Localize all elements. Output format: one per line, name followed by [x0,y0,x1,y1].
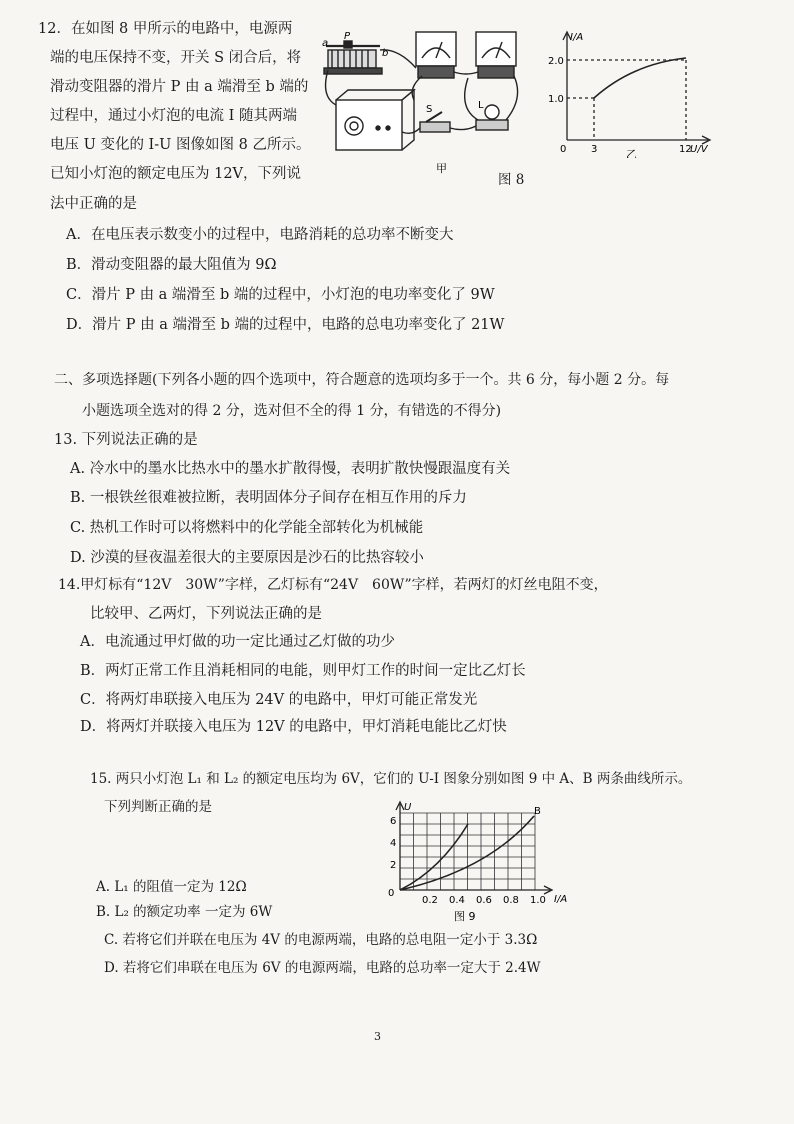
fig8-right-label: 乙 [626,148,637,158]
fig8-xtick-3: 3 [591,144,598,155]
q13-option-a: A. 冷水中的墨水比热水中的墨水扩散得慢，表明扩散快慢跟温度有关 [70,461,511,477]
q12-line-5: 电压 U 变化的 I-U 图像如图 8 乙所示。 [50,137,311,153]
q14-option-d: D．将两灯并联接入电压为 12V 的电路中，甲灯消耗电能比乙灯快 [80,719,507,735]
fig8-ytick-2: 2.0 [548,56,564,67]
q12-option-d: D．滑片 P 由 a 端滑至 b 端的过程中，电路的总电功率变化了 21W [66,317,505,333]
slider-p-label: P [344,31,351,42]
fig9-xtick-0.6: 0.6 [476,895,492,906]
q12-option-a: A．在电压表示数变小的过程中，电路消耗的总功率不断变大 [66,227,454,243]
fig8-left-label: 甲 [436,162,447,175]
terminal-b-label: b [382,48,389,59]
q14-stem-line1: 14.甲灯标有“12V 30W”字样，乙灯标有“24V 60W”字样，若两灯的灯丝电阻不变， [58,577,608,593]
section2-header-line1: 二、多项选择题(下列各小题的四个选项中，符合题意的选项均多于一个。共 6 分，每小题 2 分。每 [54,372,670,388]
fig8-curve [594,58,686,98]
fig8-ytick-1: 1.0 [548,94,564,105]
fig9-ui-graph [368,800,578,930]
q14-option-c: C．将两灯串联接入电压为 24V 的电路中，甲灯可能正常发光 [80,692,478,708]
q12-line-3: 滑动变阻器的滑片 P 由 a 端滑至 b 端的 [50,79,309,95]
lamp-l [476,120,508,130]
fig9-xtick-0.2: 0.2 [422,895,438,906]
fig8-xlabel: U/V [690,144,708,155]
q15-stem-line1: 15. 两只小灯泡 L₁ 和 L₂ 的额定电压均为 6V，它们的 U-I 图象分别如图 9 中 A、B 两条曲线所示。 [90,771,692,787]
q12-line-2: 端的电压保持不变，开关 S 闭合后，将 [50,50,302,66]
slider-p [344,41,352,48]
q13-stem: 13. 下列说法正确的是 [54,432,198,448]
q15-option-a: A. L₁ 的阻值一定为 12Ω [96,879,247,895]
q12-line-1: 12．在如图 8 甲所示的电路中，电源两 [38,21,293,37]
terminal-a-label: a [322,38,329,49]
q15-option-c: C. 若将它们并联在电压为 4V 的电源两端，电路的总电阻一定小于 3.3Ω [104,932,538,948]
q15-option-b: B. L₂ 的额定功率 一定为 6W [96,904,273,920]
fig9-xtick-0.8: 0.8 [503,895,519,906]
fig9-xtick-1.0: 1.0 [530,895,546,906]
lamp-l-label: L [478,100,484,111]
circuit-diagram [318,28,528,180]
fig8-ylabel: I/A [570,32,584,43]
q12-line-4: 过程中，通过小灯泡的电流 I 随其两端 [50,108,297,124]
fig8-xtick-12: 12 [679,144,692,155]
q15-option-d: D. 若将它们串联在电压为 6V 的电源两端，电路的总功率一定大于 2.4W [104,960,541,976]
rheostat [328,50,376,68]
q13-option-b: B. 一根铁丝很难被拉断，表明固体分子间存在相互作用的斥力 [70,490,467,506]
q12-option-c: C．滑片 P 由 a 端滑至 b 端的过程中，小灯泡的电功率变化了 9W [66,287,495,303]
fig9-ytick-4: 4 [390,838,397,849]
q13-option-d: D. 沙漠的昼夜温差很大的主要原因是沙石的比热容较小 [70,550,424,566]
page-number: 3 [374,1030,381,1043]
q15-stem-line2: 下列判断正确的是 [104,799,212,815]
voltmeter [476,32,516,66]
fig8-iu-graph [540,28,716,158]
section2-header-line2: 小题选项全选对的得 2 分，选对但不全的得 1 分，有错选的不得分) [82,403,502,419]
fig9-xlabel: I/A [554,894,568,905]
q13-option-c: C. 热机工作时可以将燃料中的化学能全部转化为机械能 [70,520,424,536]
q12-option-b: B．滑动变阻器的最大阻值为 9Ω [66,257,277,273]
switch-s [420,122,450,132]
fig9-ytick-2: 2 [390,860,397,871]
power-supply [336,100,402,150]
fig8-origin: 0 [560,144,567,155]
fig8-caption: 图 8 [498,172,525,188]
ammeter [416,32,456,66]
q14-stem-line2: 比较甲、乙两灯，下列说法正确的是 [90,606,322,622]
fig9-caption: 图 9 [454,910,476,923]
q12-line-7: 法中正确的是 [50,196,137,212]
fig9-ylabel: U [404,802,412,813]
fig9-ytick-6: 6 [390,816,397,827]
fig9-xtick-0.4: 0.4 [449,895,465,906]
switch-s-label: S [426,104,433,115]
fig9-origin: 0 [388,888,395,899]
q14-option-b: B．两灯正常工作且消耗相同的电能，则甲灯工作的时间一定比乙灯长 [80,663,526,679]
fig9-curve-b-label: B [534,806,541,817]
q12-line-6: 已知小灯泡的额定电压为 12V，下列说 [50,166,302,182]
q14-option-a: A．电流通过甲灯做的功一定比通过乙灯做的功少 [80,634,395,650]
